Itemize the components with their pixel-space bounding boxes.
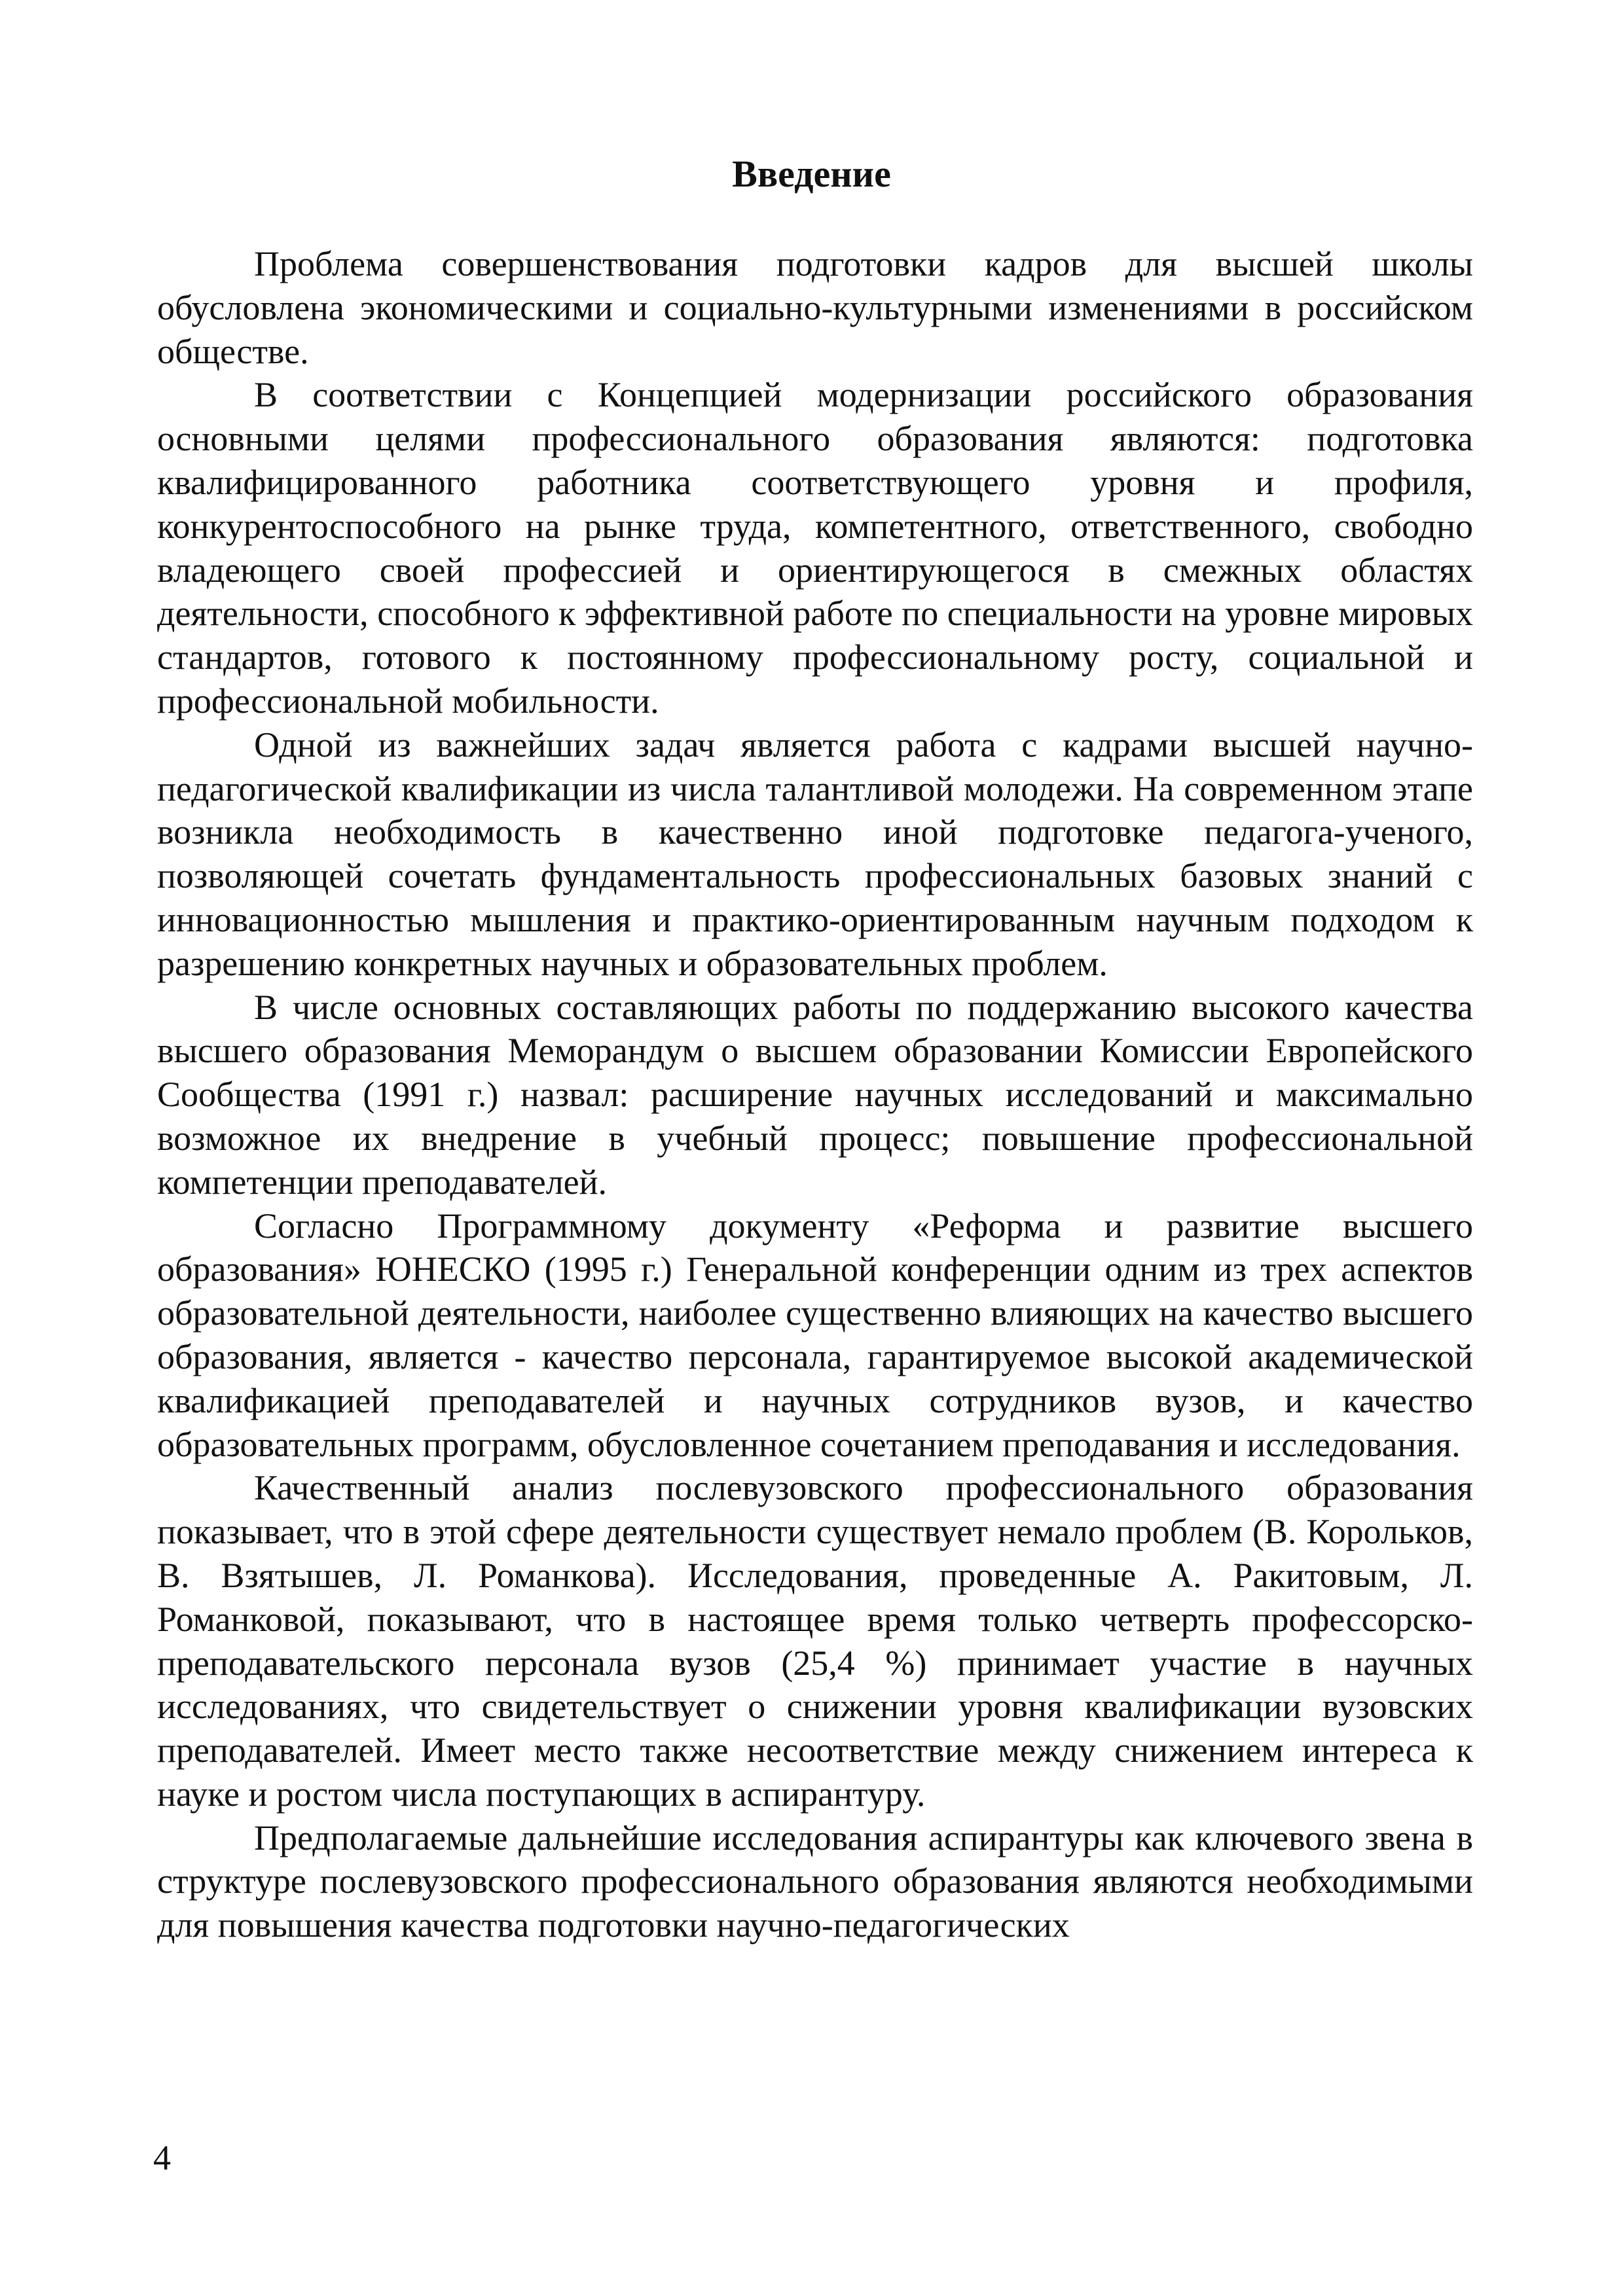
paragraph: Одной из важнейших задач является работа с кадрами высшей научно-педагогической квалификации из числа талантливой молодежи. На современном этапе возникла необходимость в качественно иной подготовке педагога-ученого, позволяющей сочетать фундаментальность профессиональных базовых знаний с инновационностью мышления и практико-ориентированным научным подходом к разрешению конкретных научных и образовательных проблем. — [157, 725, 1473, 983]
paragraph: Предполагаемые дальнейшие исследования аспирантуры как ключевого звена в структуре послевузовского профессионального образования являются необходимыми для повышения качества подготовки научно-педагогических — [157, 1818, 1473, 1945]
paragraph: В числе основных составляющих работы по поддержанию высокого качества высшего образования Меморандум о высшем образовании Комиссии Европейского Сообщества (1991 г.) назвал: расширение научных исследований и максимально возможное их внедрение в учебный процесс; повышение профессиональной компетенции преподавателей. — [157, 987, 1473, 1202]
paragraph: Качественный анализ послевузовского профессионального образования показывает, что в этой сфере деятельности существует немало проблем (В. Корольков, В. Взятышев, Л. Романкова). Исследования, проведенные А. Ракитовым, Л. Романковой, показывают, что в настоящее время только четверть профессорско-преподавательского персонала вузов (25,4 %) принимает участие в научных исследованиях, что свидетельствует о снижении уровня квалификации вузовских преподавателей. Имеет место также несоответствие между снижением интереса к науке и ростом числа поступающих в аспирантуру. — [157, 1468, 1473, 1814]
body-text — [157, 242, 1473, 1947]
page-number: 4 — [153, 2138, 171, 2178]
paragraph: Проблема совершенствования подготовки кадров для высшей школы обусловлена экономическими и социально-культурными изменениями в российском обществе. — [157, 244, 1473, 371]
paragraph: В соответствии с Концепцией модернизации российского образования основными целями профессионального образования являются: подготовка квалифицированного работника соответствующего уровня и профиля, конкурентоспособного на рынке труда, компетентного, ответственного, свободно владеющего своей профессией и ориентирующегося в смежных областях деятельности, способного к эффективной работе по специальности на уровне мировых стандартов, готового к постоянному профессиональному росту, социальной и профессиональной мобильности. — [157, 375, 1473, 721]
page-title: Введение — [732, 152, 891, 195]
paragraph: Согласно Программному документу «Реформа и развитие высшего образования» ЮНЕСКО (1995 г.) Генеральной конференции одним из трех аспектов образовательной деятельности, наиболее существенно влияющих на качество высшего образования, является - качество персонала, гарантируемое высокой академической квалификацией преподавателей и научных сотрудников вузов, и качество образовательных программ, обусловленное сочетанием преподавания и исследования. — [157, 1206, 1473, 1464]
